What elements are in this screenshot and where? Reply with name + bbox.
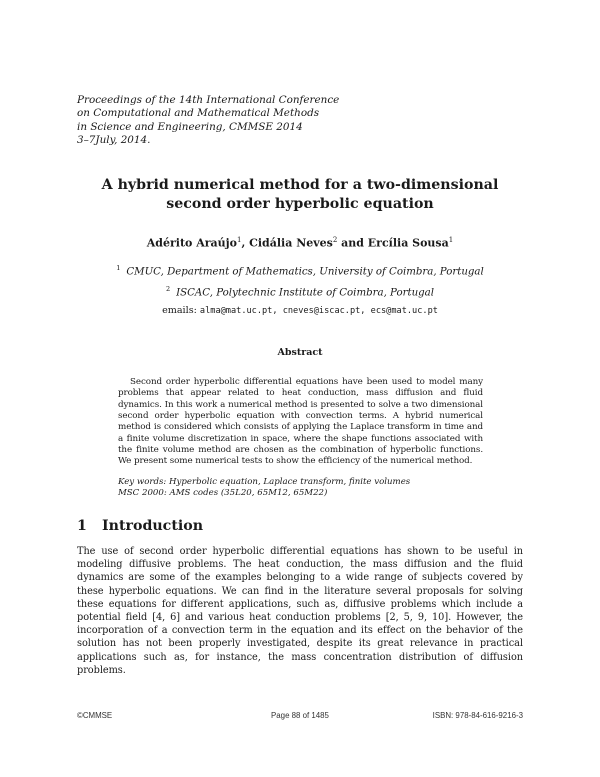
author-list [60,236,540,250]
affiliation-1 [60,264,540,277]
author-name: Cidália Neves [249,236,333,250]
abstract-heading: Abstract [277,347,323,358]
section-title: Introduction [102,518,204,534]
affiliation-2 [60,285,540,298]
author-name: Adérito Araújo [146,236,237,250]
emails-label: emails: [162,305,197,316]
email-addresses: alma@mat.uc.pt, cneves@iscac.pt, ecs@mat.uc.pt [199,306,438,316]
msc-line: MSC 2000: AMS codes (35L20, 65M12, 65M22) [118,488,328,499]
keywords-block [118,477,483,500]
paper-title [60,176,540,213]
author-separator: and [337,236,368,250]
abstract-text: Second order hyperbolic differential equations have been used to model many problems that appear related to heat conduction, mass diffusion and fluid dynamics. In this work a numerical method is presented to solve a two dimensional second order hyperbolic equation with convection terms. A hybrid numerical method is considered which consists of applying the Laplace transform in time and a finite volume discretization in space, where the shape functions associated with the finite volume method are chosen as the combination of hyperbolic functions. We present some numerical tests to show the efficiency of the numerical method. [118,377,483,467]
author-separator: , [241,236,250,250]
keywords-line: Key words: Hyperbolic equation, Laplace transform, finite volumes [118,477,411,487]
author-affil-mark: 1 [236,236,242,244]
affiliation-mark: 2 [165,285,171,293]
proceedings-line: Proceedings of the 14th International Conference [77,94,340,106]
affiliation-mark: 1 [116,264,121,272]
emails-line [60,305,540,316]
section-heading [77,518,203,534]
title-line-1: A hybrid numerical method for a two-dimensional [101,177,499,193]
title-line-2: second order hyperbolic equation [166,195,434,212]
affiliation-text: ISCAC, Polytechnic Institute of Coimbra, Portugal [176,287,434,299]
affiliation-text: CMUC, Department of Mathematics, University of Coimbra, Portugal [126,266,484,278]
author-name: Ercília Sousa [367,236,449,250]
footer-isbn: ISBN: 978-84-616-9216-3 [432,711,523,720]
section-body: The use of second order hyperbolic differential equations has shown to be useful in modeling diffusive problems. The heat conduction, the mass diffusion and the fluid dynamics are some of the examples belonging to a wide range of subjects covered by these hyperbolic equations. We can find in the literature several proposals for solving these equations for different applications, such as, diffusive problems which include a potential field [4, 6] and various heat conduction problems [2, 5, 9, 10]. However, the incorporation of a convection term in the equation and its effect on the behavior of the solution has not been properly investigated, despite its great relevance in practical applications such as, for instance, the mass concentration distribution of diffusion problems. [77,546,523,676]
proceedings-line: 3–7July, 2014. [77,134,151,147]
footer-page-number: Page 88 of 1485 [271,711,329,720]
footer-copyright: ©CMMSE [77,711,113,720]
proceedings-line: on Computational and Mathematical Methods [77,107,320,120]
author-affil-mark: 1 [448,236,454,244]
section-number: 1 [77,518,87,534]
proceedings-line: in Science and Engineering, CMMSE 2014 [77,120,303,133]
proceedings-header [77,94,407,148]
author-affil-mark: 2 [332,236,338,244]
